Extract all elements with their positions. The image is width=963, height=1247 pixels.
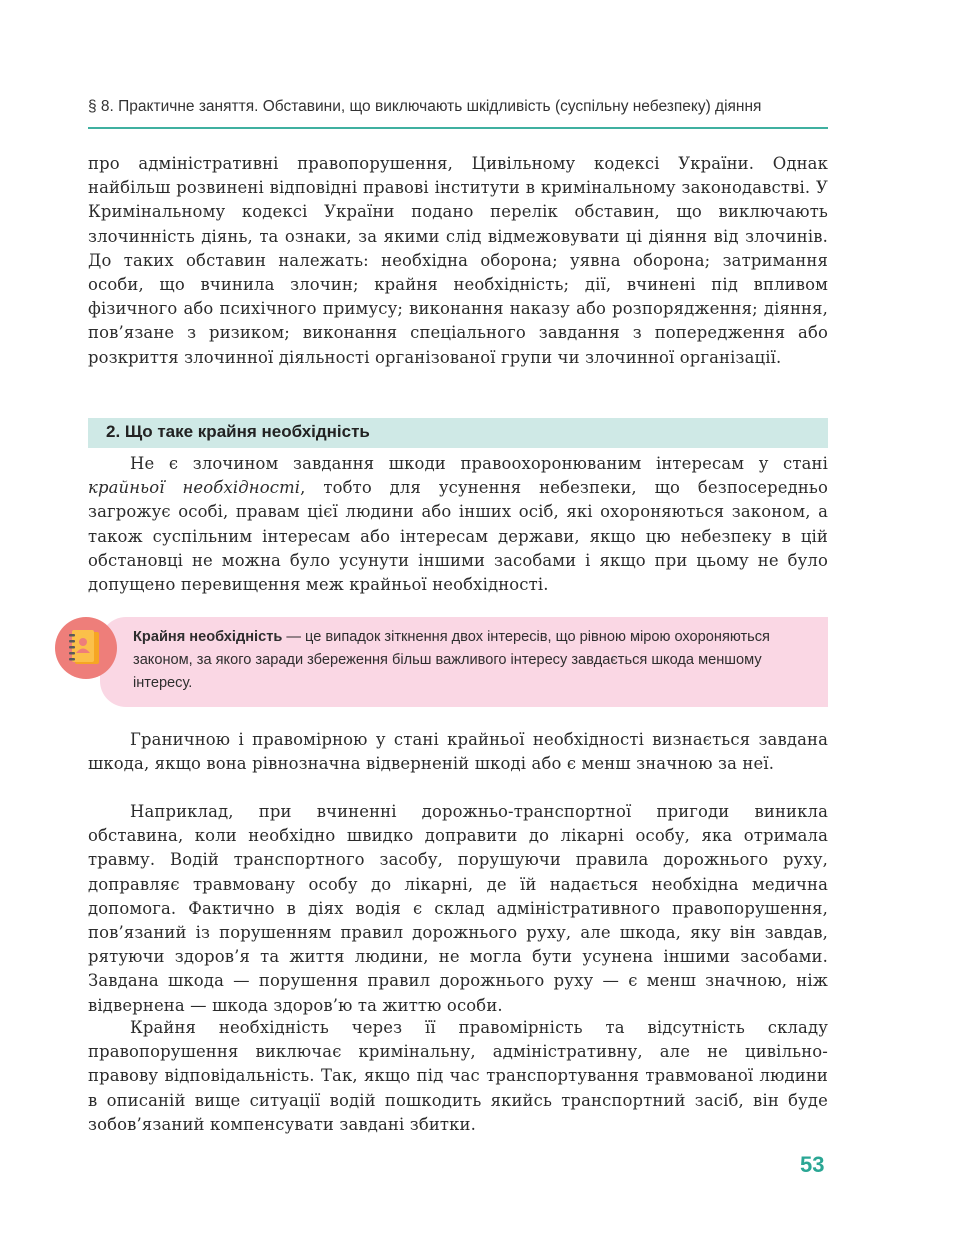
paragraph-liability: Крайня необхідність через її правомірність та відсутність складу правопорушення виключає кримінальну, адміністративну, але не цивільно-правову відповідальність. Так, якщо під час транспортування травмованої людини в описаній вище ситуації водій пошкодить якийсь транспортний засіб, він буде зобов’язаний компенсувати завдані збитки. [88,1018,828,1134]
notebook-icon [55,617,117,679]
definition-icon-circle [55,617,117,679]
page-number: 53 [800,1152,825,1177]
section-paragraph [88,452,828,597]
header-divider [88,127,828,129]
definition-text [133,626,811,695]
definition-body: — це випадок зіткнення двох інтересів, що рівною мірою охороняються законом, за якого заради збереження більш важливого інтересу завдається шкода меншому інтересу. [133,629,770,691]
italic-term: крайньої необхідності [88,478,301,498]
paragraph-limit: Граничною і правомірною у стані крайньої необхідності визнається завдана шкода, якщо вона рівнозначна відверненій шкоді або є менш значною за неї. [88,730,828,774]
section-paragraph-lead: Не є злочином завдання шкоди правоохоронюваним інтересам у стані [130,454,828,473]
running-header: § 8. Практичне заняття. Обставини, що виключають шкідливість (суспільну небезпеку) діяння [88,98,762,115]
section-title: 2. Що таке крайня необхідність [106,422,370,441]
paragraph-example: Наприклад, при вчиненні дорожньо-транспортної пригоди виникла обставина, коли необхідно швидко доправити до лікарні особу, яка отримала травму. Водій транспортного засобу, порушуючи правила дорожнього руху, доправляє травмовану особу до лікарні, де їй надається необхідна медична допомога. Фактично в діях водія є склад адміністративного правопорушення, пов’язаний із порушенням правил дорожнього руху, але шкода, яку він завдав, рятуючи здоров’я та життя людини, не могла бути усунена іншими засобами. Завдана шкода — порушення правил дорожнього руху — є менш значною, ніж відвернена — шкода здоров’ю та життю особи. [88,802,828,1015]
section-paragraph-rest: , тобто для усунення небезпеки, що безпосередньо загрожує особі, правам цієї людини або інших осіб, які охороняються законом, а також суспільним інтересам або інтересам держави, якщо цю небезпеку в цій обстановці не можна було усунути іншими засобами і якщо при цьому не було допущено перевищення меж крайньої необхідності. [88,478,828,595]
definition-term: Крайня необхідність [133,629,283,645]
intro-paragraph: про адміністративні правопорушення, Цивільному кодексі України. Однак найбільш розвинені відповідні правові інститути в кримінальному законодавстві. У Кримінальному кодексі України подано перелік обставин, що виключають злочинність діянь, та ознаки, за якими слід відмежовувати ці діяння від злочинів. До таких обставин належать: необхідна оборона; уявна оборона; затримання особи, що вчинила злочин; крайня необхідність; дії, вчинені під впливом фізичного або психічного примусу; виконання наказу або розпорядження; діяння, пов’язане з ризиком; виконання спеціального завдання з попередження або розкриття злочинної діяльності організованої групи чи злочинної організації. [88,154,828,367]
